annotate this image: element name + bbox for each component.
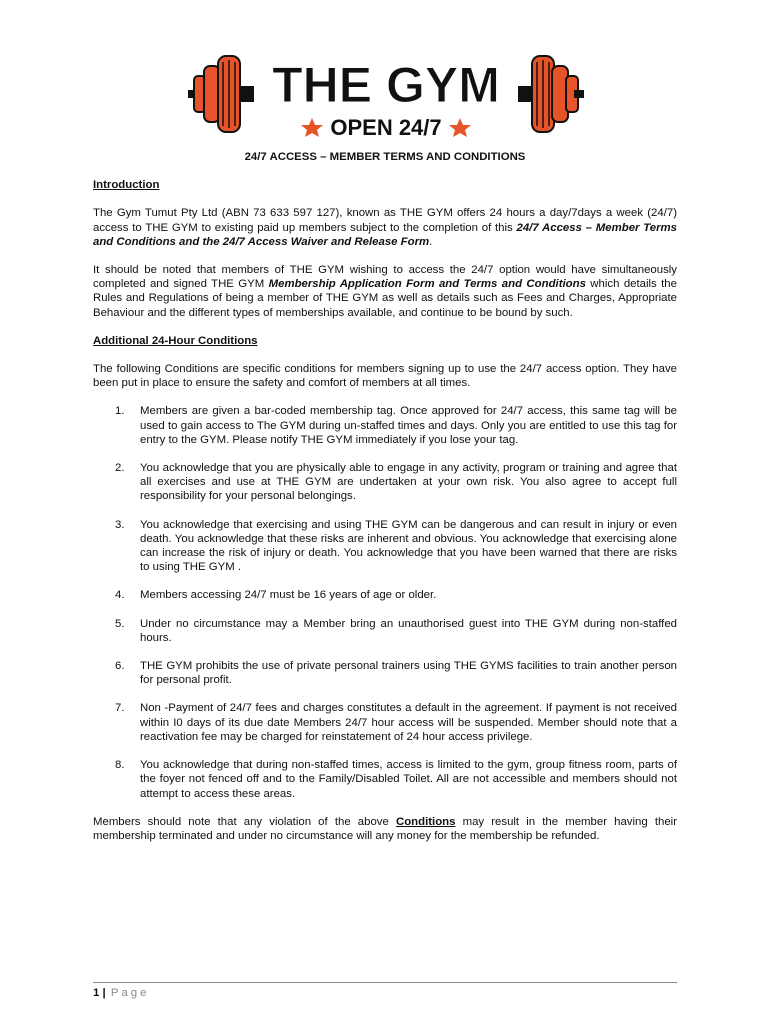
page-word: Page [110, 987, 150, 999]
list-item [93, 588, 677, 602]
closing-paragraph [93, 815, 677, 843]
intro-p1-end: . [429, 235, 433, 248]
footer-divider [93, 982, 677, 983]
list-item-number: 4. [115, 589, 125, 602]
list-item [93, 461, 677, 504]
list-item-number: 3. [115, 518, 125, 531]
closing-text: Members should note that any violation of the above [93, 815, 396, 828]
list-item-number: 1. [115, 405, 125, 418]
intro-p2-emphasis: Membership Application Form and Terms and Conditions [268, 278, 586, 291]
list-item [93, 758, 677, 801]
list-item-number: 6. [115, 660, 125, 673]
list-item-number: 8. [115, 759, 125, 772]
list-item-text: You acknowledge that you are physically able to engage in any activity, program or training and agree that all exercises and use at THE GYM are undertaken at your own risk. You also agree to accept full responsibility for your personal belongings. [140, 462, 677, 503]
list-item [93, 701, 677, 744]
introduction-paragraph-2 [93, 263, 677, 320]
intro-p2-end: which details the Rules and Regulations of being a member of THE GYM as well as details such as Fees and Charges, Appropriate Behaviour and the different types of memberships available, and continue to be bound by such. [93, 278, 677, 319]
additional-conditions-paragraph: The following Conditions are specific conditions for members signing up to use the 24/7 access option. They have been put in place to ensure the safety and comfort of members at all times. [93, 363, 677, 390]
list-item-text: Members are given a bar-coded membership tag. Once approved for 24/7 access, this same tag will be used to gain access to The GYM during un-staffed times and days. Only you are entitled to use this tag for entry to the GYM. Please notify THE GYM immediately if you lose your tag. [140, 405, 677, 446]
star-icon [449, 118, 471, 137]
additional-conditions-heading: Additional 24-Hour Conditions [93, 334, 258, 347]
list-item-text: You acknowledge that during non-staffed times, access is limited to the gym, group fitness room, parts of the foyer not fenced off and to the Family/Disabled Toilet. All are not accessible and members should not attempt to access these areas. [140, 759, 677, 800]
list-item [93, 617, 677, 645]
gym-logo [186, 46, 586, 142]
list-item-number: 2. [115, 462, 125, 475]
closing-end: may result in the member having their membership terminated and under no circumstance will any money for the membership be refunded. [93, 815, 677, 842]
list-item-text: Members accessing 24/7 must be 16 years of age or older. [140, 589, 437, 602]
page-footer [93, 987, 149, 999]
list-item-text: Non -Payment of 24/7 fees and charges constitutes a default in the agreement. If payment is not received within I0 days of its due date Members 24/7 hour access will be suspended. Member should note that a reactivation fee may be charged for reinstatement of 24 hour access privilege. [140, 702, 677, 743]
left-dumbbell-icon [188, 56, 254, 132]
list-item-text: Under no circumstance may a Member bring an unauthorised guest into THE GYM during non-staffed hours. [140, 617, 677, 644]
list-item-number: 7. [115, 702, 125, 715]
list-item [93, 404, 677, 447]
star-icon [301, 118, 323, 137]
intro-p2-text: It should be noted that members of THE GYM wishing to access the 24/7 option would have simultaneously completed and signed THE GYM [93, 264, 677, 291]
introduction-paragraph-1 [93, 206, 677, 249]
page-number: 1 [93, 987, 100, 999]
list-item-text: THE GYM prohibits the use of private personal trainers using THE GYMS facilities to train another person for personal profit. [140, 660, 677, 687]
page-separator: | [102, 987, 106, 999]
intro-p1-emphasis: 24/7 Access – Member Terms and Conditions and the 24/7 Access Waiver and Release Form [93, 221, 677, 248]
document-body [93, 150, 677, 857]
list-item [93, 518, 677, 575]
right-dumbbell-icon [518, 56, 584, 132]
intro-p1-text: The Gym Tumut Pty Ltd (ABN 73 633 597 127), known as THE GYM offers 24 hours a day/7days a week (24/7) access to THE GYM to existing paid up members subject to the completion of this [93, 207, 677, 234]
list-item-number: 5. [115, 617, 125, 630]
list-item [93, 659, 677, 687]
introduction-heading: Introduction [93, 179, 160, 192]
conditions-list [93, 404, 677, 800]
document-title: 24/7 ACCESS – MEMBER TERMS AND CONDITIONS [244, 151, 526, 163]
logo-tagline: OPEN 24/7 [330, 115, 442, 140]
logo-brand-text: THE GYM [272, 57, 500, 113]
closing-emphasis: Conditions [395, 815, 456, 828]
list-item-text: You acknowledge that exercising and using THE GYM can be dangerous and can result in injury or even death. You acknowledge that these risks are inherent and obvious. You acknowledge that exercising alone can increase the risk of injury or death. You acknowledge that you have been warned that there are risks to using THE GYM . [140, 518, 677, 574]
